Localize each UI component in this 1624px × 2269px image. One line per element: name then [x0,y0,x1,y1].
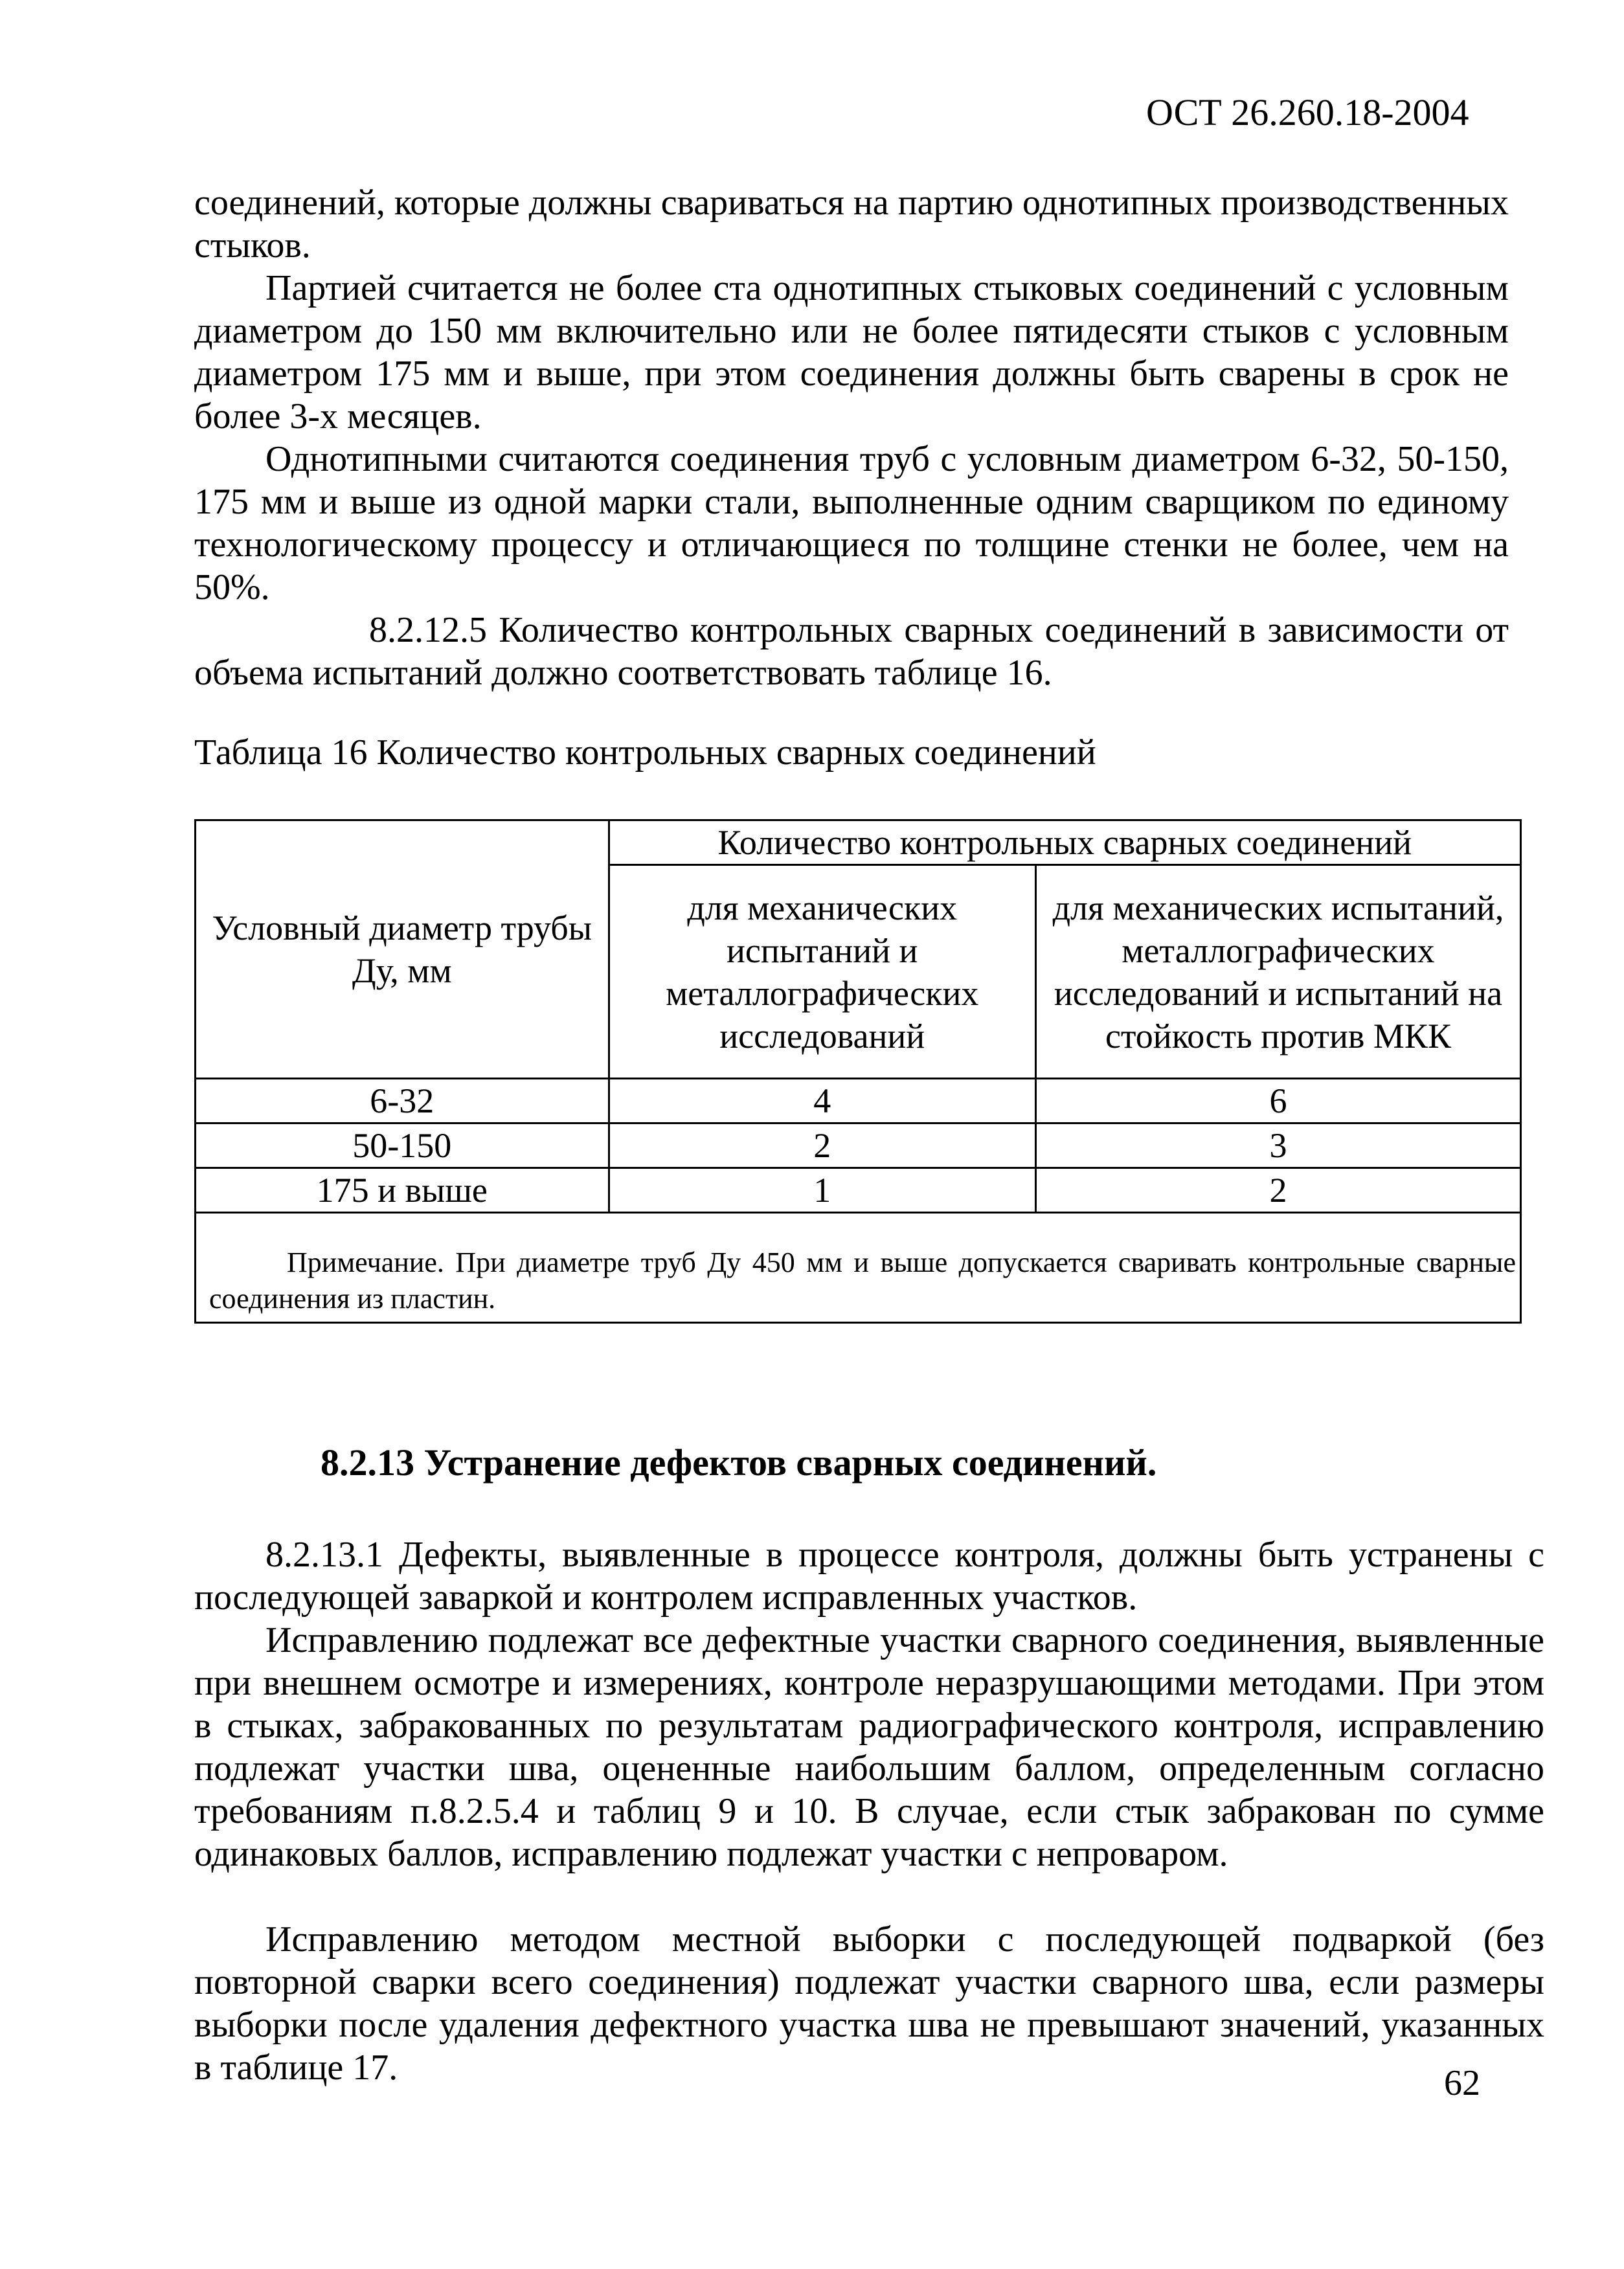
paragraph-8-2-12-5: 8.2.12.5 Количество контрольных сварных соединений в зависимости от объема испытаний должно соответствовать таблице 16. [194,610,1509,693]
paragraph-continuation: соединений, которые должны свариваться на партию однотипных производственных стыков. [194,183,1509,265]
paragraph-local-sampling: Исправлению методом местной выборки с последующей подваркой (без повторной сварки всего соединения) подлежат участки сварного шва, если размеры выборки после удаления дефектного участка шва не превышают значений, указанных в таблице 17. [194,1919,1544,2088]
header-group: Количество контрольных сварных соединений [609,820,1520,865]
cell-diameter: 50-150 [196,1123,609,1168]
table-row [196,1079,1521,1123]
cell-diameter: 6-32 [196,1079,609,1123]
header-col-a: для механических испытаний и металлографических исследований [609,865,1035,1079]
table-title: Таблица 16 Количество контрольных сварных соединений [194,732,1096,773]
paragraph-batch-definition: Партией считается не более ста однотипных стыковых соединений с условным диаметром до 150 мм включительно или не более пятидесяти стыков с условным диаметром 175 мм и выше, при этом соединения должны быть сварены в срок не более 3-х месяцев. [194,268,1509,436]
cell-a: 2 [609,1123,1035,1168]
table-note: Примечание. При диаметре труб Ду 450 мм и выше допускается сваривать контрольные сварные соединения из пластин. [209,1246,1516,1315]
section-heading: 8.2.13 Устранение дефектов сварных соединений. [321,1441,1157,1484]
cell-a: 4 [609,1079,1035,1123]
cell-b: 6 [1035,1079,1520,1123]
paragraph-correction-scope: Исправлению подлежат все дефектные участки сварного соединения, выявленные при внешнем осмотре и измерениях, контроле неразрушающими методами. При этом в стыках, забракованных по результатам радиографического контроля, исправлению подлежат участки шва, оцененные наибольшим баллом, определенным согласно требованиям п.8.2.5.4 и таблиц 9 и 10. В случае, если стык забракован по сумме одинаковых баллов, исправлению подлежат участки с непроваром. [194,1620,1544,1874]
table-row [196,1168,1521,1213]
cell-diameter: 175 и выше [196,1168,609,1213]
table-note-cell [196,1213,1521,1323]
cell-b: 2 [1035,1168,1520,1213]
control-joints-table [194,819,1522,1324]
table-row [196,1123,1521,1168]
cell-b: 3 [1035,1123,1520,1168]
document-code: ОСТ 26.260.18-2004 [1146,91,1469,133]
paragraph-same-type-definition: Однотипными считаются соединения труб с условным диаметром 6-32, 50-150, 175 мм и выше из одной марки стали, выполненные одним сварщиком по единому технологическому процессу и отличающиеся по толщине стенки не более, чем на 50%. [194,439,1509,607]
cell-a: 1 [609,1168,1035,1213]
paragraph-8-2-13-1: 8.2.13.1 Дефекты, выявленные в процессе контроля, должны быть устранены с последующей заваркой и контролем исправленных участков. [194,1535,1544,1618]
header-col-b: для механических испытаний, металлографических исследований и испытаний на стойкость против МКК [1035,865,1520,1079]
page-number: 62 [1444,2063,1480,2103]
header-diameter: Условный диаметр трубы Ду, мм [196,820,609,1079]
